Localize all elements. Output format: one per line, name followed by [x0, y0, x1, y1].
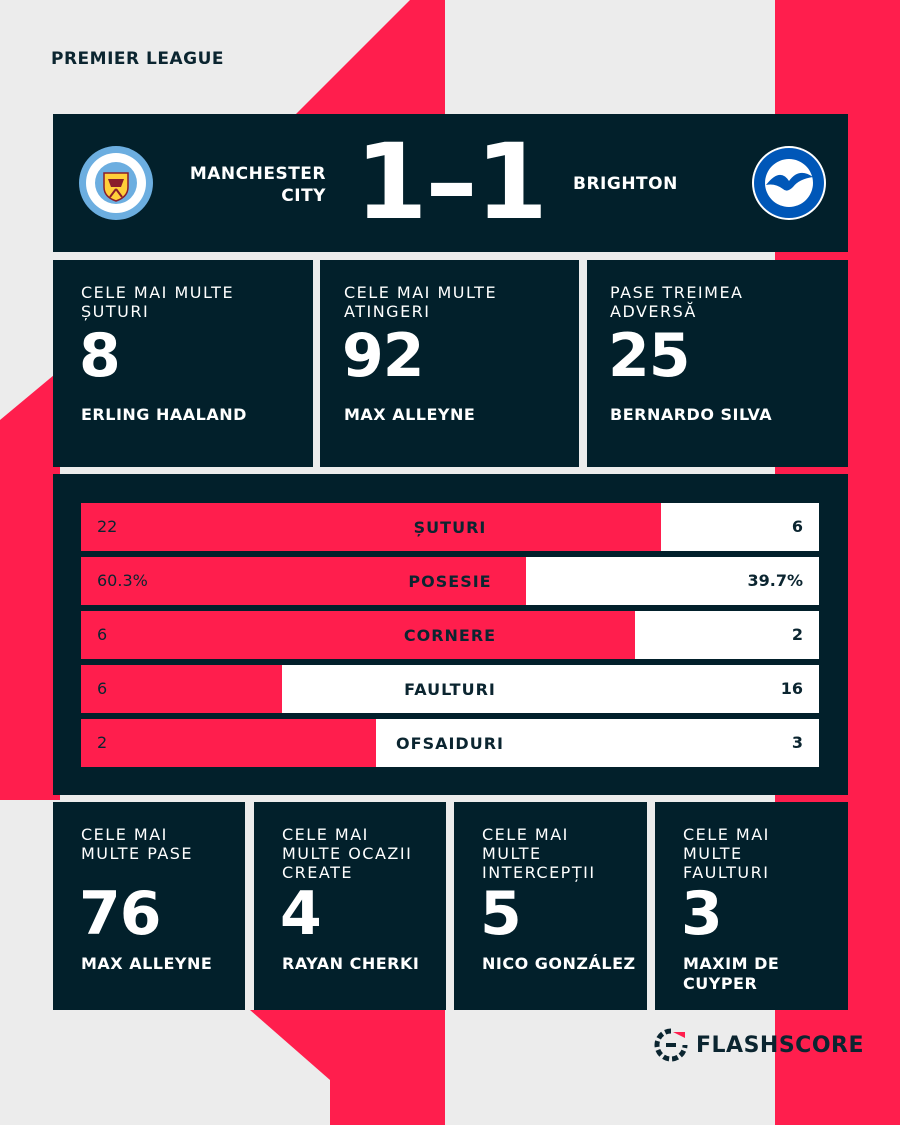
player-name: NICO GONZÁLEZ [482, 954, 636, 973]
stat-name: ȘUTURI [413, 518, 487, 537]
bottom-stat-box [254, 802, 446, 1010]
stat-value: 76 [79, 879, 161, 949]
stat-label: CELE MAI MULTE PASE [81, 825, 194, 863]
home-stat-value: 2 [97, 733, 108, 752]
stat-bar-row [81, 611, 819, 659]
stat-bar-row [81, 719, 819, 767]
top-stat-box [587, 260, 848, 467]
player-name: RAYAN CHERKI [282, 954, 420, 973]
stat-label: CELE MAI MULTE FAULTURI [683, 825, 770, 882]
stat-label: CELE MAI MULTE OCAZII CREATE [282, 825, 413, 882]
match-score: 1–1 [355, 121, 546, 243]
manchester-city-crest-icon [78, 145, 154, 221]
stat-value: 5 [480, 879, 521, 949]
away-stat-value: 39.7% [747, 571, 803, 590]
away-stat-value: 6 [791, 517, 803, 536]
home-stat-value: 22 [97, 517, 118, 536]
player-name: MAXIM DE CUYPER [683, 954, 780, 993]
away-stat-value: 3 [791, 733, 803, 752]
stat-value: 4 [280, 879, 321, 949]
stat-value: 3 [681, 879, 722, 949]
top-stat-box [53, 260, 313, 467]
flashscore-logo [654, 1028, 864, 1062]
competition-title: PREMIER LEAGUE [51, 49, 224, 69]
brand-name: FLASHSCORE [696, 1032, 864, 1058]
away-team-name: BRIGHTON [573, 174, 678, 194]
brighton-crest-icon [751, 145, 827, 221]
player-name: ERLING HAALAND [81, 405, 247, 424]
home-stat-value: 60.3% [97, 571, 148, 590]
stat-bar-row [81, 503, 819, 551]
home-stat-value: 6 [97, 679, 108, 698]
flashscore-logo-icon [654, 1028, 688, 1062]
player-name: MAX ALLEYNE [81, 954, 213, 973]
stat-label: CELE MAI MULTE INTERCEPȚII [482, 825, 596, 882]
stat-value: 8 [79, 321, 120, 391]
stat-bar-row [81, 665, 819, 713]
bottom-stat-box [53, 802, 245, 1010]
away-stat-value: 16 [780, 679, 803, 698]
away-stat-value: 2 [791, 625, 803, 644]
stat-name: POSESIE [408, 572, 492, 591]
team-stats-panel [53, 474, 848, 795]
stat-name: CORNERE [403, 626, 497, 645]
home-team-name: MANCHESTER CITY [189, 164, 326, 206]
stat-value: 25 [608, 321, 690, 391]
score-header [53, 114, 848, 252]
stat-label: CELE MAI MULTE ȘUTURI [81, 283, 235, 321]
stat-label: CELE MAI MULTE ATINGERI [344, 283, 498, 321]
stat-bar-row [81, 557, 819, 605]
stat-name: OFSAIDURI [396, 734, 504, 753]
home-stat-value: 6 [97, 625, 108, 644]
stat-label: PASE TREIMEA ADVERSĂ [610, 283, 744, 321]
top-stat-box [320, 260, 579, 467]
bottom-stat-box [655, 802, 848, 1010]
player-name: BERNARDO SILVA [610, 405, 773, 424]
stat-value: 92 [342, 321, 424, 391]
bottom-stat-box [454, 802, 647, 1010]
stat-name: FAULTURI [404, 680, 496, 699]
player-name: MAX ALLEYNE [344, 405, 476, 424]
